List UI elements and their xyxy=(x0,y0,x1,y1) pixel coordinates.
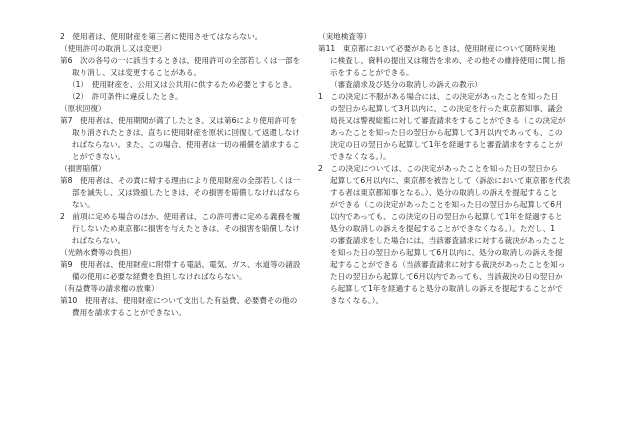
section-heading: （損害賠償） xyxy=(60,164,106,173)
paragraph-continuation-line: を知った日の翌日から起算して6月以内に、処分の取消しの訴えを提 xyxy=(330,248,563,257)
section-heading: （原状回復） xyxy=(60,104,106,113)
list-item: （2） 許可条件に違反したとき。 xyxy=(68,92,183,101)
section-heading: （実地検査等） xyxy=(318,32,372,41)
paragraph-continuation-line: 起することができる（当該審査請求に対する裁決があったことを知っ xyxy=(330,260,566,269)
article-continuation-line: 費用を請求することができない。 xyxy=(72,308,186,317)
paragraph-continuation-line: ればならない。 xyxy=(72,236,126,245)
section-heading: （有益費等の請求権の放棄） xyxy=(60,284,159,293)
article-line: 第7 使用者は、使用期間が満了したとき、又は第6により使用許可を xyxy=(60,116,298,125)
paragraph-continuation-line: 行しないため東京都に損害を与えたときは、その損害を賠償しなけ xyxy=(72,224,300,233)
article-continuation-line: 部を滅失し、又は毀損したときは、その損害を賠償しなければなら xyxy=(72,188,300,197)
article-continuation-line: ればならない。また、この場合、使用者は一切の補償を請求するこ xyxy=(72,140,300,149)
paragraph-continuation-line: 起算して6月以内に、東京都を被告として（訴訟において東京都を代表 xyxy=(330,176,571,185)
article-line: 第9 使用者は、使用財産に附帯する電話、電気、ガス、水道等の諸設 xyxy=(60,260,301,269)
paragraph-line: 2 前項に定める場合のほか、使用者は、この許可書に定める義務を履 xyxy=(60,212,301,221)
paragraph-continuation-line: 処分の取消しの訴えを提起することができなくなる。）。ただし、1 xyxy=(330,224,556,233)
article-line: 第6 次の各号の一に該当するときは、使用許可の全部若しくは一部を xyxy=(60,56,301,65)
paragraph-continuation-line: 局長又は警視総監に対して審査請求をすることができる（この決定が xyxy=(330,116,566,125)
section-heading: （使用許可の取消し又は変更） xyxy=(60,44,167,53)
article-continuation-line: 備の使用に必要な経費を負担しなければならない。 xyxy=(72,272,247,281)
article-continuation-line: 示をすることができる。 xyxy=(330,68,414,77)
paragraph-continuation-line: ら起算して1年を経過すると処分の取消しの訴えを提起することがで xyxy=(330,284,563,293)
paragraph-continuation-line: ができる（この決定があったことを知った日の翌日から起算して6月 xyxy=(330,200,563,209)
paragraph-line: 2 使用者は、使用財産を第三者に使用させてはならない。 xyxy=(60,32,263,41)
paragraph-line: 1 この決定に不服がある場合には、この決定があったことを知った日 xyxy=(318,92,559,101)
section-heading: （光熱水費等の負担） xyxy=(60,248,136,257)
section-heading: （審査請求及び処分の取消しの訴えの教示） xyxy=(330,80,482,89)
paragraph-line: 2 この決定については、この決定があったことを知った日の翌日から xyxy=(318,164,559,173)
paragraph-continuation-line: きなくなる。）。 xyxy=(330,296,384,305)
list-item: （1） 使用財産を、公用又は公共用に供するため必要とするとき。 xyxy=(68,80,297,89)
paragraph-continuation-line: あったことを知った日の翌日から起算して3月以内であっても、この xyxy=(330,128,563,137)
paragraph-continuation-line: する者は東京都知事となる。）、処分の取消しの訴えを提起すること xyxy=(330,188,558,197)
paragraph-continuation-line: の審査請求をした場合には、当該審査請求に対する裁決があったこと xyxy=(330,236,566,245)
paragraph-continuation-line: 決定の日の翌日から起算して1年を経過すると審査請求をすることが xyxy=(330,140,563,149)
article-continuation-line: 取り消し、又は変更することがある。 xyxy=(72,68,202,77)
paragraph-continuation-line: 以内であっても、この決定の日の翌日から起算して1年を経過すると xyxy=(330,212,563,221)
article-line: 第10 使用者は、使用財産について支出した有益費、必要費その他の xyxy=(60,296,298,305)
article-line: 第8 使用者は、その責に帰する理由により使用財産の全部若しくは一 xyxy=(60,176,301,185)
paragraph-continuation-line: の翌日から起算して3月以内に、この決定を行った東京都知事、議会 xyxy=(330,104,563,113)
article-continuation-line: 取り消されたときは、直ちに使用財産を原状に回復して返還しなけ xyxy=(72,128,300,137)
article-continuation-line: とができない。 xyxy=(72,152,126,161)
article-continuation-line: に検査し、資料の提出又は報告を求め、その他その維持使用に関し指 xyxy=(330,56,566,65)
paragraph-continuation-line: できなくなる。）。 xyxy=(330,152,391,161)
article-continuation-line: ない。 xyxy=(72,200,95,209)
article-line: 第11 東京都において必要があるときは、使用財産について随時実地 xyxy=(318,44,556,53)
paragraph-continuation-line: た日の翌日から起算して6月以内であっても、当該裁決の日の翌日か xyxy=(330,272,563,281)
